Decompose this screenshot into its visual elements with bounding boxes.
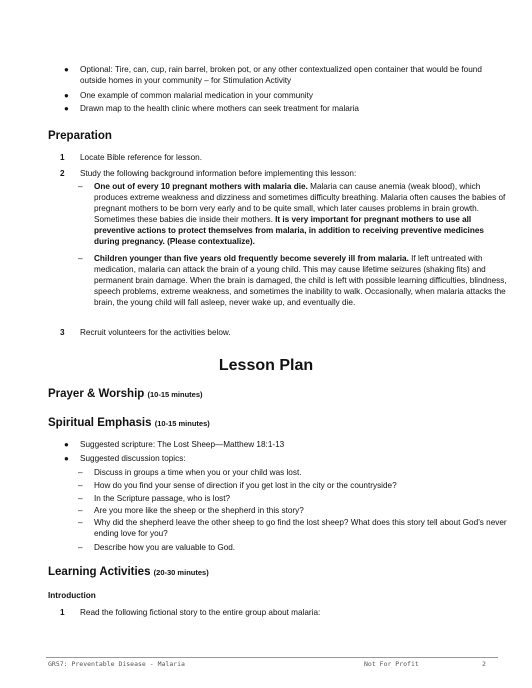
footer-divider [46, 657, 498, 658]
list-item: ● Suggested discussion topics: [64, 454, 186, 463]
dash-icon: – [78, 506, 83, 515]
list-item: – One out of every 10 pregnant mothers with malaria die. Malaria can cause anemia (weak blood), which produces extreme weakness and dizziness and sometimes difficulty breathing. Malaria often causes the babies of pregnant mothers to be born very early and to be quite small, which later causes problems in brain growth. Sometimes these babies die inside their mothers. It is very important for pregnant mothers to use all preventive actions to protect themselves from malaria, in addition to receiving preventive medicines during pregnancy. (Please contextualize). [78, 182, 506, 246]
list-item: – Why did the shepherd leave the other sheep to go find the lost sheep? What does this story tell about God’s never ending love for you? [78, 518, 507, 538]
list-item: – Children younger than five years old frequently become severely ill from malaria. If left untreated with medication, malaria can attack the brain of a young child. This may cause lifetime seizures (shaking fits) and permanent brain damage. When the brain is damaged, the child is left with possible learning difficulties, blindness, speech problems, extreme weakness, and sometimes the inability to walk. Occasionally, when malaria attacks the brain, the young child will fall asleep, never wake up, and eventually die. [78, 254, 507, 307]
bullet-icon: ● [64, 65, 69, 74]
bullet-icon: ● [64, 454, 69, 463]
page-number: 2 [482, 660, 486, 668]
list-item: – Discuss in groups a time when you or your child was lost. [78, 468, 302, 477]
prayer-heading: Prayer & Worship (10-15 minutes) [48, 388, 203, 400]
list-item: – Describe how you are valuable to God. [78, 543, 236, 552]
list-item: 1 Locate Bible reference for lesson. [60, 153, 202, 162]
list-item: ● One example of common malarial medication in your community [64, 91, 313, 100]
footer-center: Not For Profit [364, 660, 419, 668]
list-item: 2 Study the following background information before implementing this lesson: [60, 169, 357, 178]
preparation-heading: Preparation [48, 130, 112, 142]
bullet-icon: ● [64, 440, 69, 449]
list-item: – Are you more like the sheep or the shepherd in this story? [78, 506, 304, 515]
dash-icon: – [78, 182, 83, 191]
list-item: 1 Read the following fictional story to the entire group about malaria: [60, 608, 321, 617]
learning-heading: Learning Activities (20-30 minutes) [48, 566, 209, 578]
spiritual-heading: Spiritual Emphasis (10-15 minutes) [48, 417, 210, 429]
list-item: – In the Scripture passage, who is lost? [78, 494, 231, 503]
dash-icon: – [78, 518, 83, 527]
dash-icon: – [78, 543, 83, 552]
introduction-heading: Introduction [48, 591, 96, 600]
footer-left: GR57: Preventable Disease - Malaria [48, 660, 185, 668]
list-item: – How do you find your sense of direction if you get lost in the city or the countryside? [78, 481, 397, 490]
bullet-icon: ● [64, 91, 69, 100]
list-item: ● Optional: Tire, can, cup, rain barrel, broken pot, or any other contextualized open container that would be found outside homes in your community – for Stimulation Activity [64, 65, 482, 85]
dash-icon: – [78, 481, 83, 490]
list-item: ● Suggested scripture: The Lost Sheep—Matthew 18:1-13 [64, 440, 285, 449]
list-item: 3 Recruit volunteers for the activities below. [60, 328, 231, 337]
bullet-icon: ● [64, 104, 69, 113]
dash-icon: – [78, 254, 83, 263]
lesson-plan-title: Lesson Plan [218, 357, 314, 374]
list-item: ● Drawn map to the health clinic where mothers can seek treatment for malaria [64, 104, 359, 113]
dash-icon: – [78, 468, 83, 477]
dash-icon: – [78, 494, 83, 503]
